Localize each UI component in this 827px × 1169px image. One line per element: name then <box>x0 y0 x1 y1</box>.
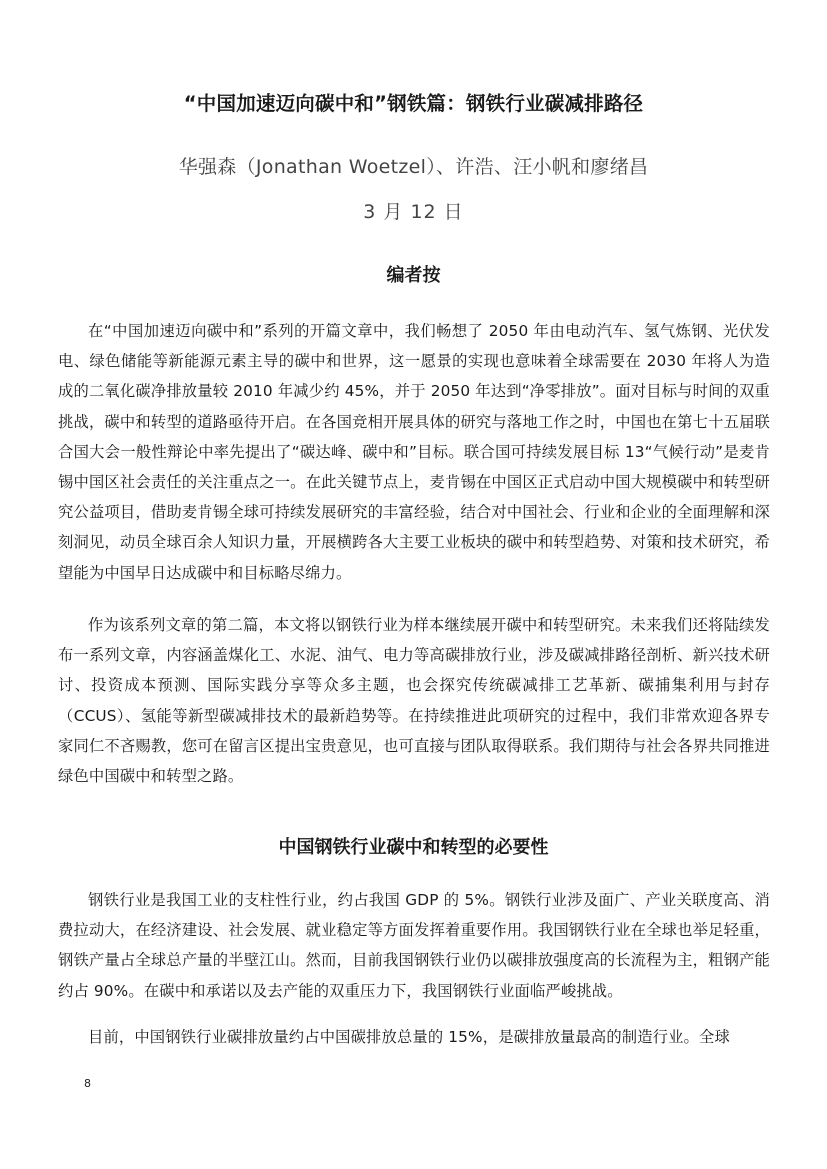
section-heading-editors-note: 编者按 <box>386 265 441 286</box>
section-heading-necessity: 中国钢铁行业碳中和转型的必要性 <box>278 837 549 858</box>
paragraph: 在“中国加速迈向碳中和”系列的开篇文章中，我们畅想了 2050 年由电动汽车、氢气炼钢、光伏发电、绿色储能等新能源元素主导的碳中和世界，这一愿景的实现也意味着全球需要在 2030 年将人为造成的二氧化碳净排放量较 2010 年减少约 45%，并于 2050 年达到“净零排放”。面对目标与时间的双重挑战，碳中和转型的道路亟待开启。在各国竞相开展具体的研究与落地工作之时，中国也在第七十五届联合国大会一般性辩论中率先提出了“碳达峰、碳中和”目标。联合国可持续发展目标 13“气候行动”是麦肯锡中国区社会责任的关注重点之一。在此关键节点上，麦肯锡在中国区正式启动中国大规模碳中和转型研究公益项目，借助麦肯锡全球可持续发展研究的丰富经验，结合对中国社会、行业和企业的全面理解和深刻洞见，动员全球百余人知识力量，开展横跨各大主要工业板块的碳中和转型趋势、对策和技术研究，希望能为中国早日达成碳中和目标略尽绵力。 <box>58 322 770 582</box>
document-title: “中国加速迈向碳中和”钢铁篇：钢铁行业碳减排路径 <box>183 92 644 115</box>
publish-date: 3 月 12 日 <box>363 201 464 223</box>
paragraph: 作为该系列文章的第二篇，本文将以钢铁行业为样本继续展开碳中和转型研究。未来我们还将陆续发布一系列文章，内容涵盖煤化工、水泥、油气、电力等高碳排放行业，涉及碳减排路径剖析、新兴技术研讨、投资成本预测、国际实践分享等众多主题，也会探究传统碳减排工艺革新、碳捕集利用与封存（CCUS）、氢能等新型碳减排技术的最新趋势等。在持续推进此项研究的过程中，我们非常欢迎各界专家同仁不吝赐教，您可在留言区提出宝贵意见，也可直接与团队取得联系。我们期待与社会各界共同推进绿色中国碳中和转型之路。 <box>58 616 770 786</box>
page-number: 8 <box>84 1077 91 1090</box>
paragraph: 目前，中国钢铁行业碳排放量约占中国碳排放总量的 15%，是碳排放量最高的制造行业。全球 <box>88 1028 730 1046</box>
paragraph: 钢铁行业是我国工业的支柱性行业，约占我国 GDP 的 5%。钢铁行业涉及面广、产业关联度高、消费拉动大，在经济建设、社会发展、就业稳定等方面发挥着重要作用。我国钢铁行业在全球也举足轻重，钢铁产量占全球总产量的半壁江山。然而，目前我国钢铁行业仍以碳排放强度高的长流程为主，粗钢产能约占 90%。在碳中和承诺以及去产能的双重压力下，我国钢铁行业面临严峻挑战。 <box>58 891 770 1000</box>
authors-line: 华强森（Jonathan Woetzel）、许浩、汪小帆和廖绪昌 <box>178 156 649 178</box>
